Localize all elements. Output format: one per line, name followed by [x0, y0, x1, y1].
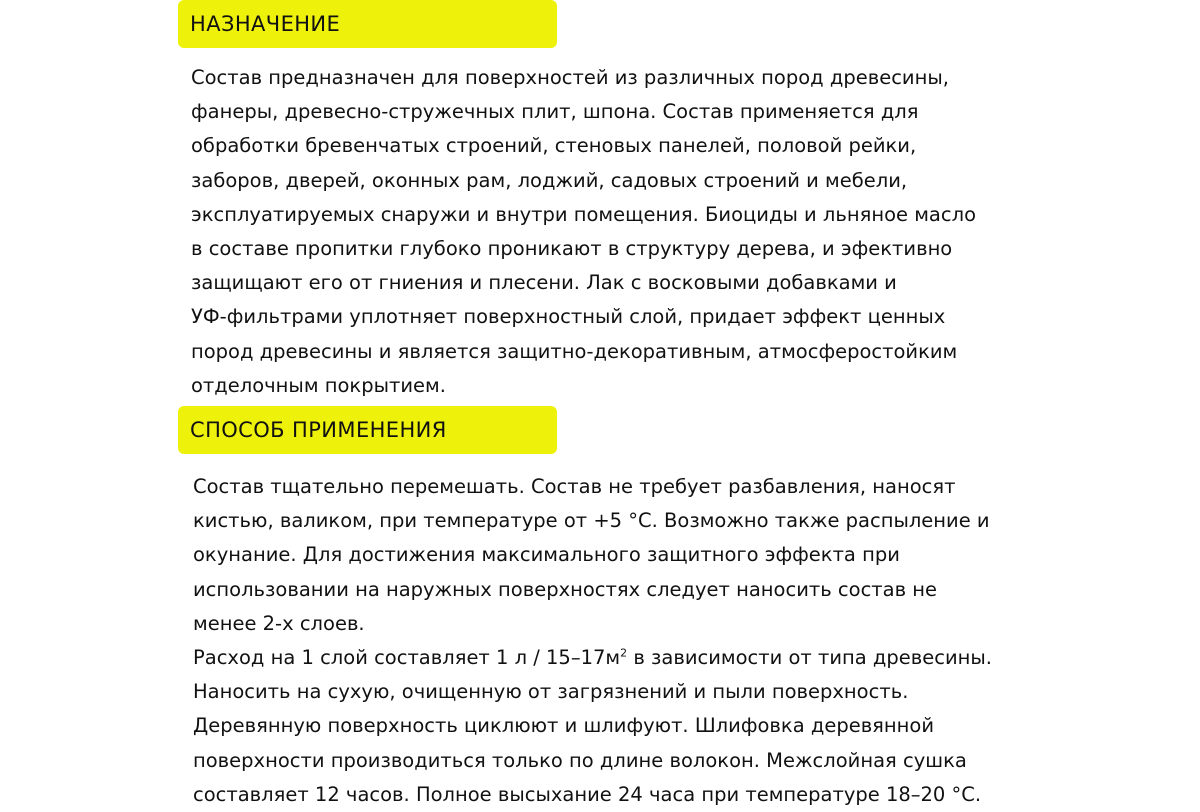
- method-line: поверхности производиться только по длине волокон. Межслойная сушка: [193, 748, 967, 772]
- purpose-line: отделочным покрытием.: [191, 373, 446, 397]
- purpose-line: УФ-фильтрами уплотняет поверхностный слой, придает эффект ценных: [191, 305, 946, 329]
- purpose-heading: НАЗНАЧЕНИЕ: [190, 12, 341, 36]
- method-line: Деревянную поверхность циклюют и шлифуют. Шлифовка деревянной: [193, 714, 935, 738]
- purpose-line: в составе пропитки глубоко проникают в структуру дерева, и эфективно: [191, 237, 953, 261]
- purpose-line: обработки бревенчатых строений, стеновых панелей, половой рейки,: [191, 134, 917, 158]
- method-line: менее 2-х слоев.: [193, 611, 365, 635]
- method-line: кистью, валиком, при температуре от +5 °С. Возможно также распыление и: [193, 509, 990, 533]
- purpose-line: пород древесины и является защитно-декоративным, атмосферостойким: [191, 339, 958, 363]
- method-line: Состав тщательно перемешать. Состав не требует разбавления, наносят: [193, 475, 956, 498]
- consumption-line: [193, 641, 1183, 675]
- method-heading: СПОСОБ ПРИМЕНЕНИЯ: [190, 418, 447, 442]
- method-line: окунание. Для достижения максимального защитного эффекта при: [193, 543, 900, 567]
- method-line: Наносить на сухую, очищенную от загрязнений и пыли поверхность.: [193, 680, 909, 704]
- method-line: использовании на наружных поверхностях следует наносить состав не: [193, 577, 938, 601]
- method-section-header: [178, 406, 557, 454]
- purpose-line: защищают его от гниения и плесени. Лак с восковыми добавками и: [191, 271, 897, 295]
- consumption-text: Расход на 1 слой составляет 1 л / 15–17м: [193, 646, 621, 670]
- method-line: составляет 12 часов. Полное высыхание 24 часа при температуре 18–20 °С.: [193, 782, 982, 806]
- purpose-line: заборов, дверей, оконных рам, лоджий, садовых строений и мебели,: [191, 168, 908, 192]
- purpose-section-body: [191, 61, 1181, 403]
- purpose-line: эксплуатируемых снаружи и внутри помещения. Биоциды и льняное масло: [191, 202, 976, 226]
- purpose-line: фанеры, древесно-стружечных плит, шпона. Состав применяется для: [191, 100, 919, 124]
- square-superscript: 2: [620, 646, 628, 660]
- method-section-body: [193, 470, 1183, 812]
- consumption-text-after: в зависимости от типа древесины.: [627, 646, 992, 670]
- purpose-line: Состав предназначен для поверхностей из различных пород древесины,: [191, 66, 949, 89]
- purpose-section-header: [178, 0, 557, 48]
